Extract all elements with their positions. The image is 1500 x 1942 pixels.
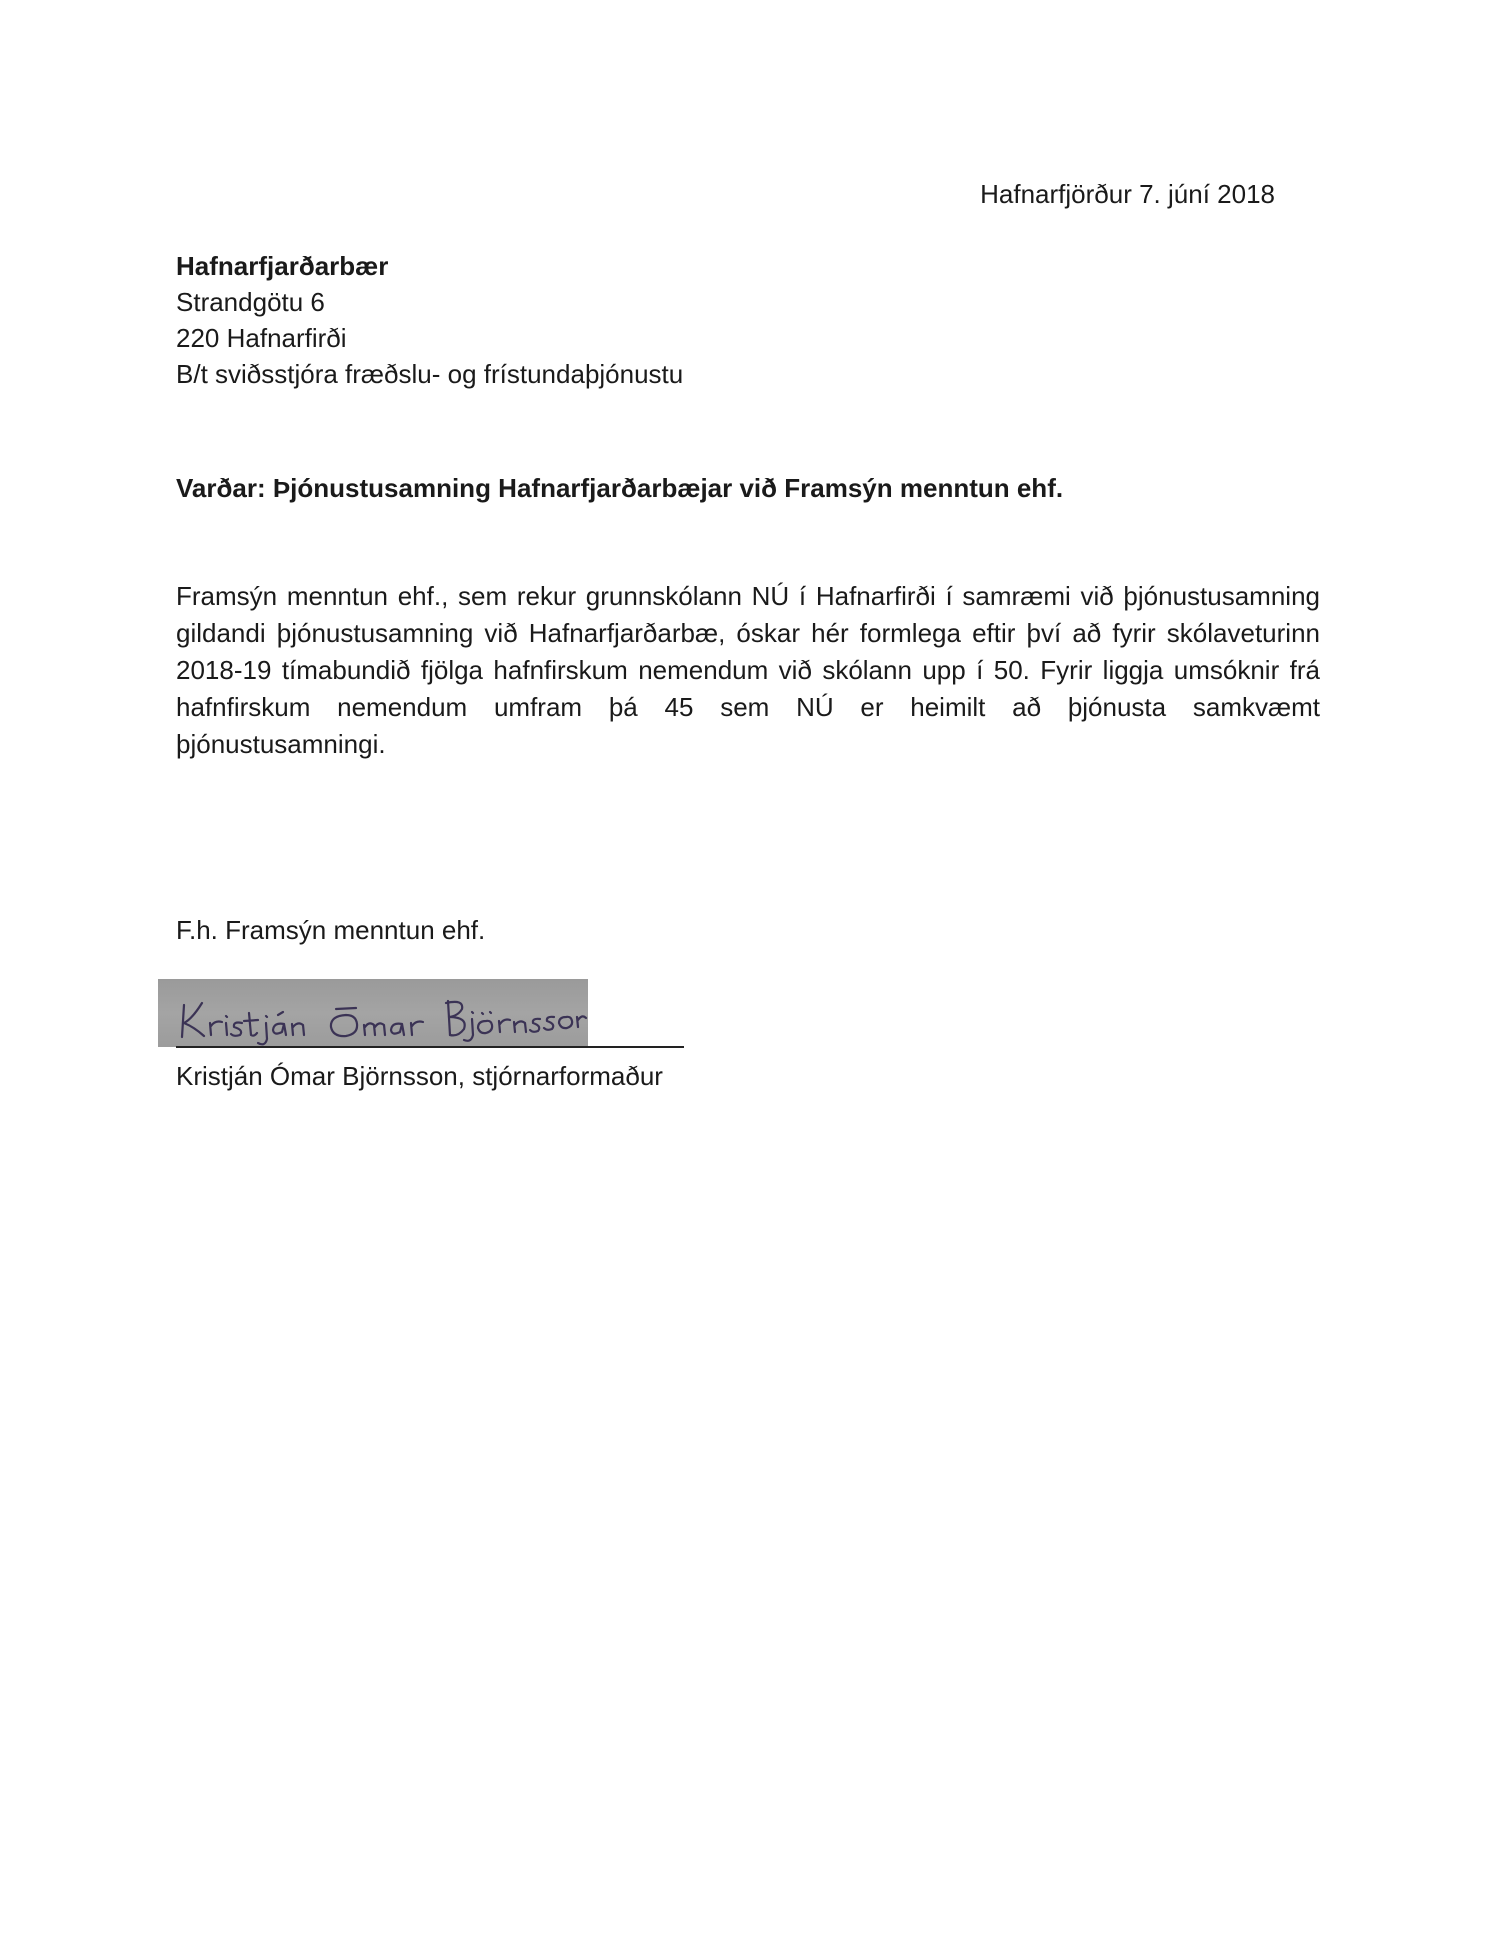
letter-body: Framsýn menntun ehf., sem rekur grunnskólann NÚ í Hafnarfirði í samræmi við þjónustusamning gildandi þjónustusamning við Hafnarfjarðarbæ, óskar hér formlega eftir því að fyrir skólaveturinn 2018-19 tímabundið fjölga hafnfirskum nemendum við skólann upp í 50. Fyrir liggja umsóknir frá hafnfirskum nemendum umfram þá 45 sem NÚ er heimilt að þjónusta samkvæmt þjónustusamningi. [176, 581, 1320, 759]
recipient-attention: B/t sviðsstjóra fræðslu- og frístundaþjónustu [176, 359, 684, 389]
letter-subject: Varðar: Þjónustusamning Hafnarfjarðarbæjar við Framsýn menntun ehf. [176, 473, 1064, 503]
recipient-address-block [176, 248, 683, 392]
letter-date: Hafnarfjörður 7. júní 2018 [980, 179, 1275, 209]
recipient-street: Strandgötu 6 [176, 287, 325, 317]
handwritten-signature-image [158, 979, 588, 1047]
signer-name-title: Kristján Ómar Björnsson, stjórnarformaður [176, 1061, 663, 1091]
recipient-name: Hafnarfjarðarbær [176, 251, 389, 281]
recipient-city: 220 Hafnarfirði [176, 323, 347, 353]
signature-line [176, 1046, 684, 1048]
letter-closing: F.h. Framsýn menntun ehf. [176, 915, 486, 945]
signature-scribble [158, 979, 588, 1047]
